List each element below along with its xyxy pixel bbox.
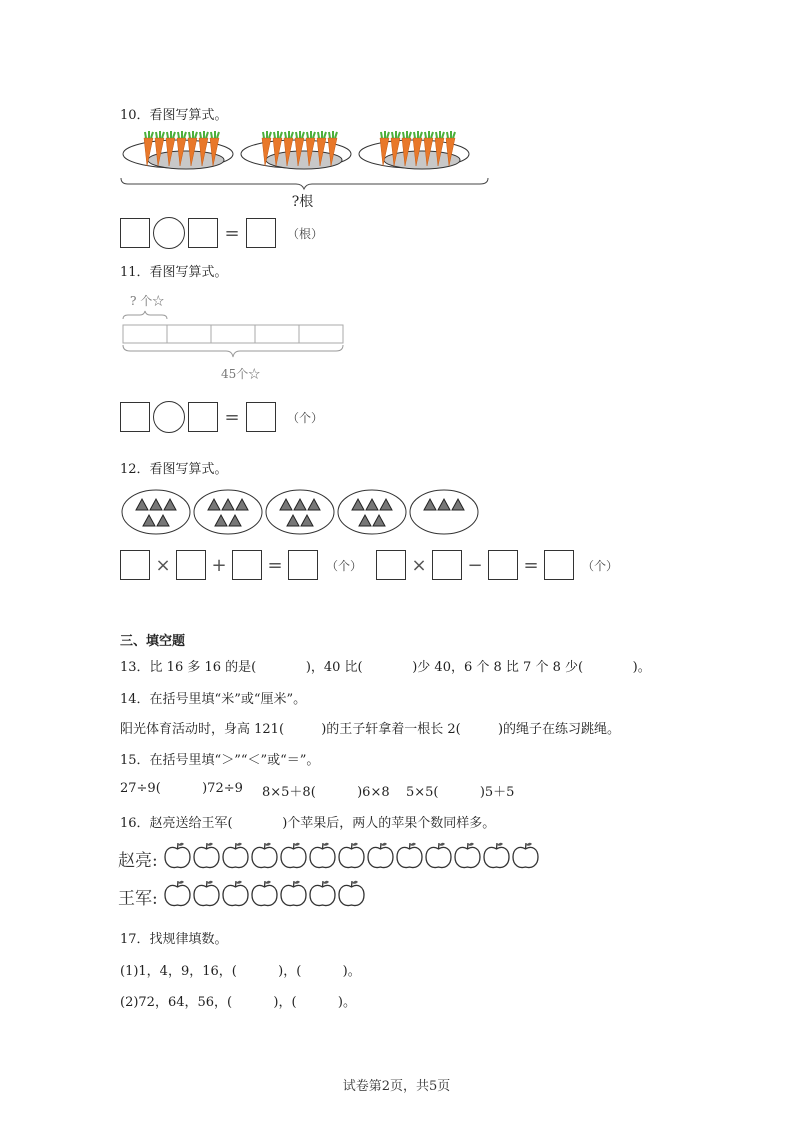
answer-box[interactable] — [432, 550, 462, 580]
operator-sign: = — [267, 554, 283, 576]
apple-icon — [308, 840, 337, 870]
answer-box[interactable] — [120, 550, 150, 580]
operator-circle[interactable] — [153, 401, 185, 433]
triangle-groups-figure — [120, 488, 485, 540]
apple-icon — [279, 878, 308, 908]
equals-sign: = — [224, 406, 240, 428]
operator-sign: − — [467, 554, 483, 576]
q12-equations — [120, 550, 618, 580]
answer-box[interactable] — [288, 550, 318, 580]
apple-icon — [192, 840, 221, 870]
operator-sign: × — [155, 554, 171, 576]
answer-box[interactable] — [176, 550, 206, 580]
apple-icon — [221, 840, 250, 870]
answer-box[interactable] — [488, 550, 518, 580]
q17-title: 17．找规律填数。 — [120, 932, 228, 947]
answer-box[interactable] — [232, 550, 262, 580]
q14-text: 阳光体育活动时，身高 121( )的王子轩拿着一根长 2( )的绳子在练习跳绳。 — [120, 722, 621, 737]
apple-icon — [424, 840, 453, 870]
apple-row-label: 赵亮: — [118, 851, 158, 871]
q11-equation — [120, 401, 323, 433]
answer-box[interactable] — [188, 218, 218, 248]
answer-box[interactable] — [246, 218, 276, 248]
triangle-groups-icon — [120, 488, 485, 536]
apple-icon — [250, 878, 279, 908]
apple-icon — [250, 840, 279, 870]
operator-sign: + — [211, 554, 227, 576]
apple-icon — [279, 840, 308, 870]
operator-sign: = — [523, 554, 539, 576]
unit-label: （个） — [287, 410, 324, 425]
apple-icon — [163, 840, 192, 870]
q11-top-label: ? 个☆ — [130, 294, 165, 308]
page-footer: 试卷第2页，共5页 — [342, 1079, 451, 1094]
answer-box[interactable] — [544, 550, 574, 580]
q10-brace-label: ?根 — [291, 194, 314, 210]
q11-title: 11．看图写算式。 — [120, 265, 228, 280]
operator-circle[interactable] — [153, 217, 185, 249]
apple-row-label: 王军: — [118, 889, 158, 909]
apple-icon — [308, 878, 337, 908]
operator-sign: × — [411, 554, 427, 576]
unit-label: （个） — [582, 558, 619, 573]
apple-icon — [482, 840, 511, 870]
q12-title: 12．看图写算式。 — [120, 462, 228, 477]
apple-icon — [192, 878, 221, 908]
apple-icon — [395, 840, 424, 870]
apple-icon — [163, 878, 192, 908]
answer-box[interactable] — [120, 402, 150, 432]
answer-box[interactable] — [188, 402, 218, 432]
section-heading: 三、填空题 — [120, 634, 186, 649]
q15-item: 27÷9( )72÷9 — [120, 781, 243, 796]
q10-title: 10．看图写算式。 — [120, 108, 228, 123]
q10-equation — [120, 217, 323, 249]
q15-item: 5×5( )5＋5 — [406, 785, 515, 800]
apple-icon — [337, 840, 366, 870]
q15-title: 15．在括号里填“＞”“＜”或“＝”。 — [120, 753, 320, 768]
apple-row-zhaoliang — [163, 840, 540, 870]
q17-line: (2)72，64，56，( )，( )。 — [120, 995, 356, 1010]
apple-icon — [453, 840, 482, 870]
answer-box[interactable] — [246, 402, 276, 432]
apple-icon — [221, 878, 250, 908]
answer-box[interactable] — [376, 550, 406, 580]
q16-title: 16．赵亮送给王军( )个苹果后，两人的苹果个数同样多。 — [120, 816, 496, 831]
unit-label: （根） — [287, 226, 324, 241]
unit-label: （个） — [326, 558, 363, 573]
apple-icon — [511, 840, 540, 870]
apple-icon — [366, 840, 395, 870]
q15-item: 8×5＋8( )6×8 — [262, 785, 390, 800]
apple-icon — [337, 878, 366, 908]
answer-box[interactable] — [120, 218, 150, 248]
equals-sign: = — [224, 222, 240, 244]
apple-row-wangjun — [163, 878, 366, 908]
q13-text: 13．比 16 多 16 的是( )，40 比( )少 40，6 个 8 比 7 个 8 少( )。 — [120, 660, 651, 675]
q17-line: (1)1，4，9，16，( )，( )。 — [120, 964, 361, 979]
q14-title: 14．在括号里填“米”或“厘米”。 — [120, 692, 307, 707]
q11-bottom-label: 45个☆ — [221, 367, 261, 381]
